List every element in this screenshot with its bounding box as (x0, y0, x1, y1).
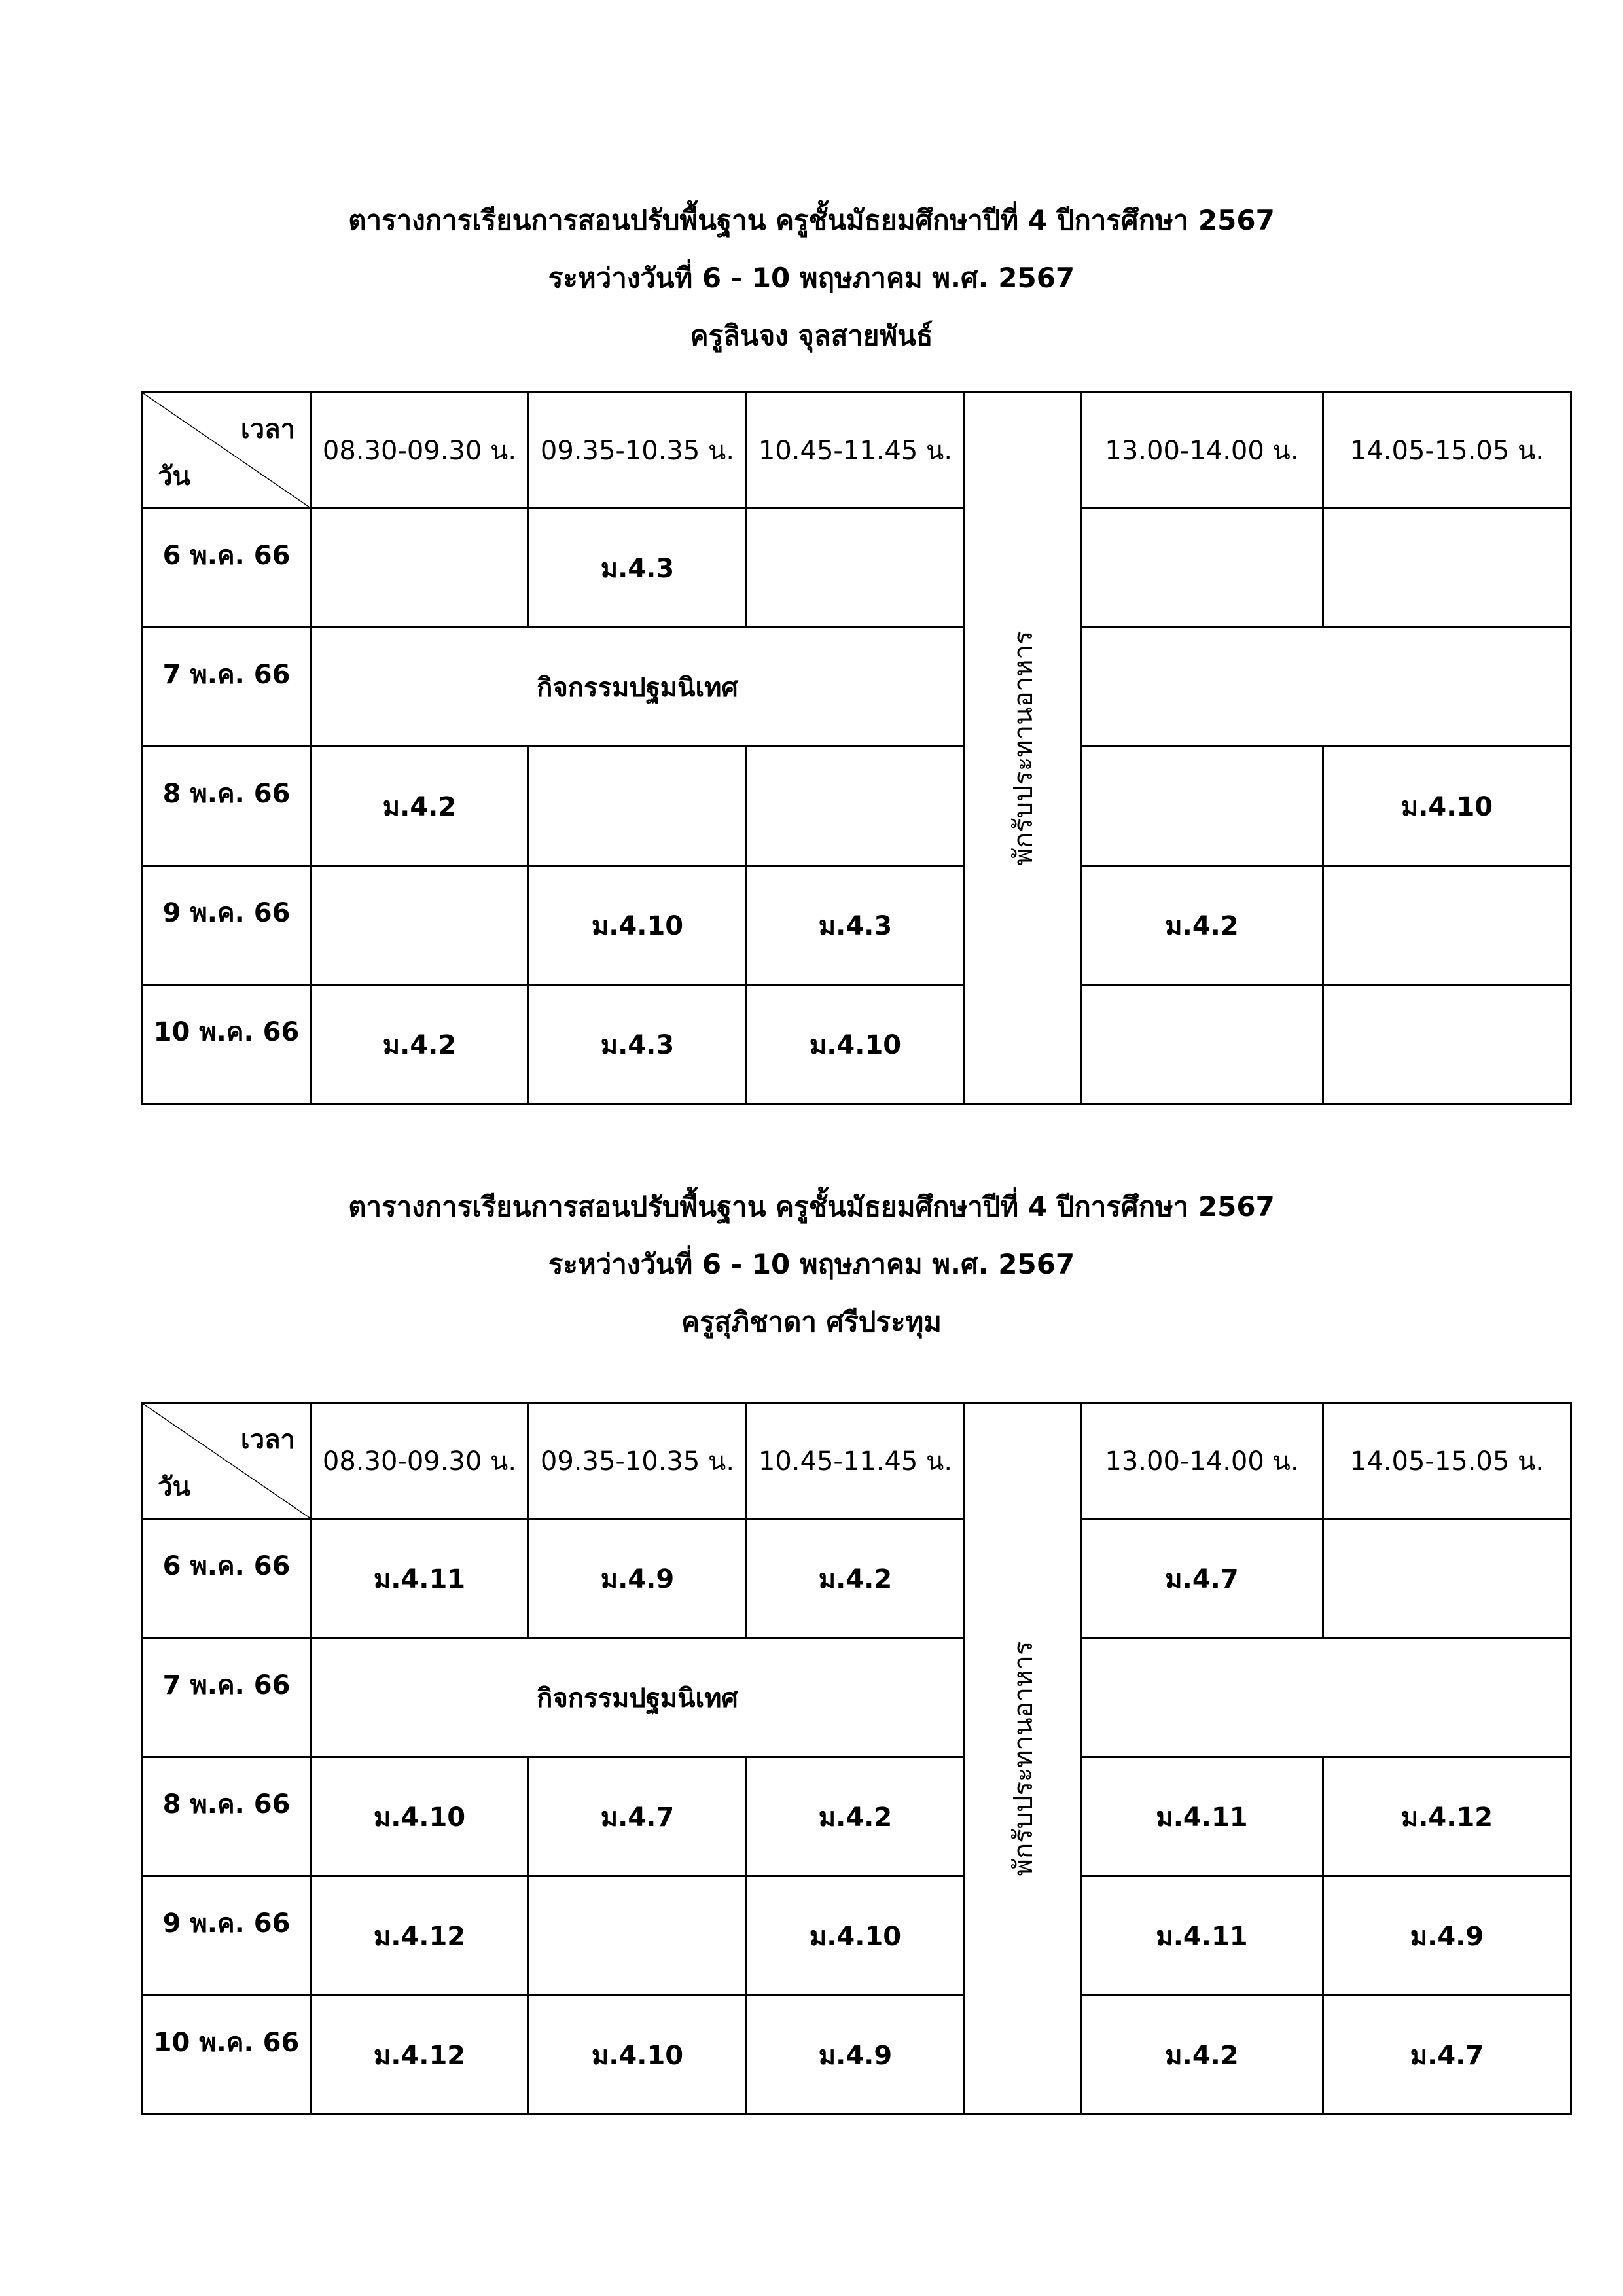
class-cell: ม.4.7 (529, 1757, 747, 1876)
day-label: 7 พ.ค. 66 (143, 628, 311, 747)
header-row (143, 1403, 1571, 1519)
corner-day-label: วัน (158, 1472, 190, 1502)
class-cell: ม.4.2 (1081, 866, 1323, 985)
class-cell: ม.4.7 (1081, 1519, 1323, 1638)
teacher-name: ครูสุภิชาดา ศรีประทุม (681, 1306, 942, 1338)
day-label: 10 พ.ค. 66 (143, 985, 311, 1104)
corner-cell (143, 393, 311, 509)
schedule-1-table (141, 391, 1572, 1105)
class-cell: ม.4.7 (1323, 1996, 1571, 2115)
day-label: 9 พ.ค. 66 (143, 1876, 311, 1996)
class-cell (311, 509, 529, 628)
schedule-1-heading (0, 192, 1623, 365)
schedule-2-table (141, 1402, 1572, 2115)
class-cell: ม.4.11 (311, 1519, 529, 1638)
class-cell: ม.4.9 (747, 1996, 965, 2115)
class-cell (1323, 509, 1571, 628)
class-cell: ม.4.3 (529, 985, 747, 1104)
schedule-2-heading (0, 1178, 1623, 1351)
class-cell: ม.4.2 (1081, 1996, 1323, 2115)
day-row (143, 985, 1571, 1104)
class-cell: ม.4.11 (1081, 1757, 1323, 1876)
schedule-title: ตารางการเรียนการสอนปรับพื้นฐาน ครูชั้นมัธยมศึกษาปีที่ 4 ปีการศึกษา 2567 (348, 204, 1275, 236)
day-label: 7 พ.ค. 66 (143, 1638, 311, 1757)
day-row (143, 866, 1571, 985)
time-header: 13.00-14.00 น. (1081, 1403, 1323, 1519)
schedule-title: ตารางการเรียนการสอนปรับพื้นฐาน ครูชั้นมัธยมศึกษาปีที่ 4 ปีการศึกษา 2567 (348, 1191, 1275, 1223)
class-cell: ม.4.10 (529, 866, 747, 985)
day-row (143, 1996, 1571, 2115)
class-cell: ม.4.12 (311, 1996, 529, 2115)
day-label: 8 พ.ค. 66 (143, 747, 311, 866)
class-cell: ม.4.3 (529, 509, 747, 628)
class-cell (311, 866, 529, 985)
day-row (143, 1638, 1571, 1757)
class-cell (747, 509, 965, 628)
class-cell: ม.4.2 (747, 1519, 965, 1638)
class-cell (1081, 1638, 1571, 1757)
day-label: 9 พ.ค. 66 (143, 866, 311, 985)
class-cell (1081, 747, 1323, 866)
header-row (143, 393, 1571, 509)
class-cell: ม.4.10 (311, 1757, 529, 1876)
time-header: 14.05-15.05 น. (1323, 393, 1571, 509)
day-row (143, 1519, 1571, 1638)
corner-time-label: เวลา (240, 414, 295, 444)
class-cell: ม.4.12 (1323, 1757, 1571, 1876)
orientation-activity-cell: กิจกรรมปฐมนิเทศ (311, 1638, 965, 1757)
class-cell: ม.4.10 (747, 985, 965, 1104)
class-cell (529, 747, 747, 866)
class-cell: ม.4.9 (1323, 1876, 1571, 1996)
time-header: 10.45-11.45 น. (747, 393, 965, 509)
corner-day-label: วัน (158, 461, 190, 492)
class-cell (1323, 866, 1571, 985)
time-header: 09.35-10.35 น. (529, 1403, 747, 1519)
class-cell (1081, 985, 1323, 1104)
time-header: 08.30-09.30 น. (311, 1403, 529, 1519)
time-header: 09.35-10.35 น. (529, 393, 747, 509)
teacher-name: ครูลินจง จุลสายพันธ์ (690, 319, 933, 351)
lunch-break-label: พักรับประทานอาหาร (1008, 630, 1039, 866)
class-cell (747, 747, 965, 866)
time-header: 14.05-15.05 น. (1323, 1403, 1571, 1519)
day-row (143, 747, 1571, 866)
day-label: 8 พ.ค. 66 (143, 1757, 311, 1876)
corner-cell (143, 1403, 311, 1519)
class-cell (529, 1876, 747, 1996)
time-header: 10.45-11.45 น. (747, 1403, 965, 1519)
time-header: 08.30-09.30 น. (311, 393, 529, 509)
class-cell (1081, 509, 1323, 628)
day-label: 6 พ.ค. 66 (143, 509, 311, 628)
lunch-break-cell (965, 1403, 1081, 2115)
class-cell: ม.4.2 (747, 1757, 965, 1876)
class-cell: ม.4.10 (1323, 747, 1571, 866)
class-cell (1323, 985, 1571, 1104)
orientation-activity-cell: กิจกรรมปฐมนิเทศ (311, 628, 965, 747)
class-cell: ม.4.9 (529, 1519, 747, 1638)
schedule-period: ระหว่างวันที่ 6 - 10 พฤษภาคม พ.ศ. 2567 (548, 262, 1075, 294)
day-row (143, 1757, 1571, 1876)
day-label: 10 พ.ค. 66 (143, 1996, 311, 2115)
schedule-period: ระหว่างวันที่ 6 - 10 พฤษภาคม พ.ศ. 2567 (548, 1248, 1075, 1280)
corner-time-label: เวลา (240, 1425, 295, 1455)
class-cell: ม.4.10 (747, 1876, 965, 1996)
class-cell: ม.4.10 (529, 1996, 747, 2115)
class-cell: ม.4.11 (1081, 1876, 1323, 1996)
class-cell: ม.4.2 (311, 747, 529, 866)
day-row (143, 509, 1571, 628)
class-cell: ม.4.2 (311, 985, 529, 1104)
class-cell (1323, 1519, 1571, 1638)
day-label: 6 พ.ค. 66 (143, 1519, 311, 1638)
day-row (143, 1876, 1571, 1996)
class-cell (1081, 628, 1571, 747)
class-cell: ม.4.3 (747, 866, 965, 985)
day-row (143, 628, 1571, 747)
class-cell: ม.4.12 (311, 1876, 529, 1996)
lunch-break-label: พักรับประทานอาหาร (1008, 1641, 1039, 1876)
time-header: 13.00-14.00 น. (1081, 393, 1323, 509)
lunch-break-cell (965, 393, 1081, 1104)
